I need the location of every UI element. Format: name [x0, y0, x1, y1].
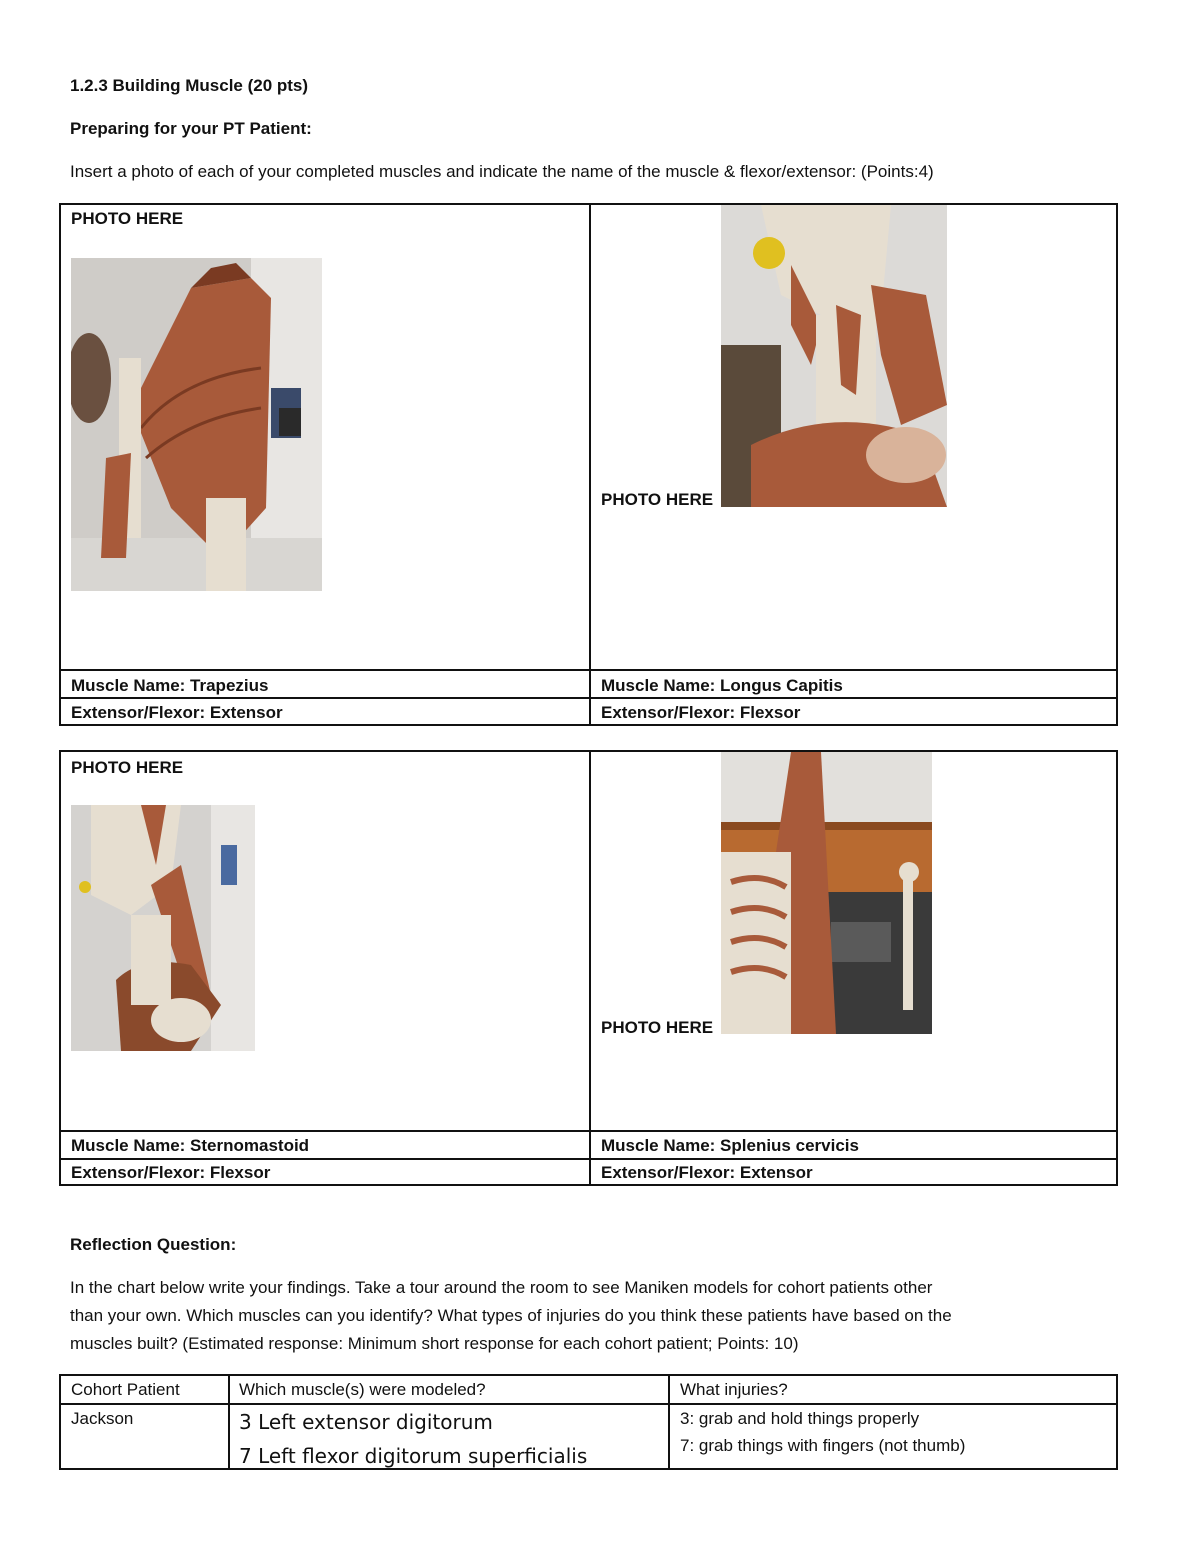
extensor-flexor-label: Extensor/Flexor: Extensor [71, 703, 283, 722]
column-header-patient: Cohort Patient [71, 1380, 180, 1399]
page-title: 1.2.3 Building Muscle (20 pts) [70, 76, 309, 95]
injury-note: 7: grab things with fingers (not thumb) [680, 1436, 966, 1455]
trapezius-photo [71, 258, 322, 591]
section-subtitle: Preparing for your PT Patient: [70, 119, 312, 138]
reflection-text-line: In the chart below write your findings. Take a tour around the room to see Maniken models for cohort patients other [70, 1278, 933, 1297]
reflection-text-line: than your own. Which muscles can you identify? What types of injuries do you think these patients have based on the [70, 1306, 952, 1325]
column-header-muscles: Which muscle(s) were modeled? [239, 1380, 486, 1399]
extensor-flexor-label: Extensor/Flexor: Flexsor [601, 703, 801, 722]
photo-placeholder-label: PHOTO HERE [71, 209, 184, 228]
reflection-text-line: muscles built? (Estimated response: Minimum short response for each cohort patient; Points: 10) [70, 1334, 799, 1353]
splenius-cervicis-photo [721, 752, 932, 1034]
muscle-name-label: Muscle Name: Trapezius [71, 676, 269, 695]
photo-placeholder-label: PHOTO HERE [601, 1018, 714, 1037]
sternomastoid-photo [71, 805, 255, 1051]
extensor-flexor-label: Extensor/Flexor: Flexsor [71, 1163, 271, 1182]
muscle-name-label: Muscle Name: Splenius cervicis [601, 1136, 859, 1155]
longus-capitis-photo [721, 205, 947, 507]
muscle-table-2 [59, 750, 1118, 1186]
cohort-table [59, 1374, 1118, 1470]
patient-name: Jackson [71, 1409, 134, 1428]
modeled-muscle: 3 Left extensor digitorum [239, 1410, 493, 1434]
modeled-muscle: 7 Left flexor digitorum superficialis [239, 1444, 588, 1468]
photo-placeholder-label: PHOTO HERE [601, 490, 714, 509]
muscle-table-1 [59, 203, 1118, 726]
muscle-name-label: Muscle Name: Longus Capitis [601, 676, 843, 695]
column-header-injuries: What injuries? [680, 1380, 788, 1399]
instruction-text: Insert a photo of each of your completed muscles and indicate the name of the muscle & flexor/extensor: (Points:4) [70, 162, 934, 181]
photo-placeholder-label: PHOTO HERE [71, 758, 184, 777]
muscle-name-label: Muscle Name: Sternomastoid [71, 1136, 310, 1155]
injury-note: 3: grab and hold things properly [680, 1409, 920, 1428]
extensor-flexor-label: Extensor/Flexor: Extensor [601, 1163, 813, 1182]
reflection-heading: Reflection Question: [70, 1235, 237, 1254]
